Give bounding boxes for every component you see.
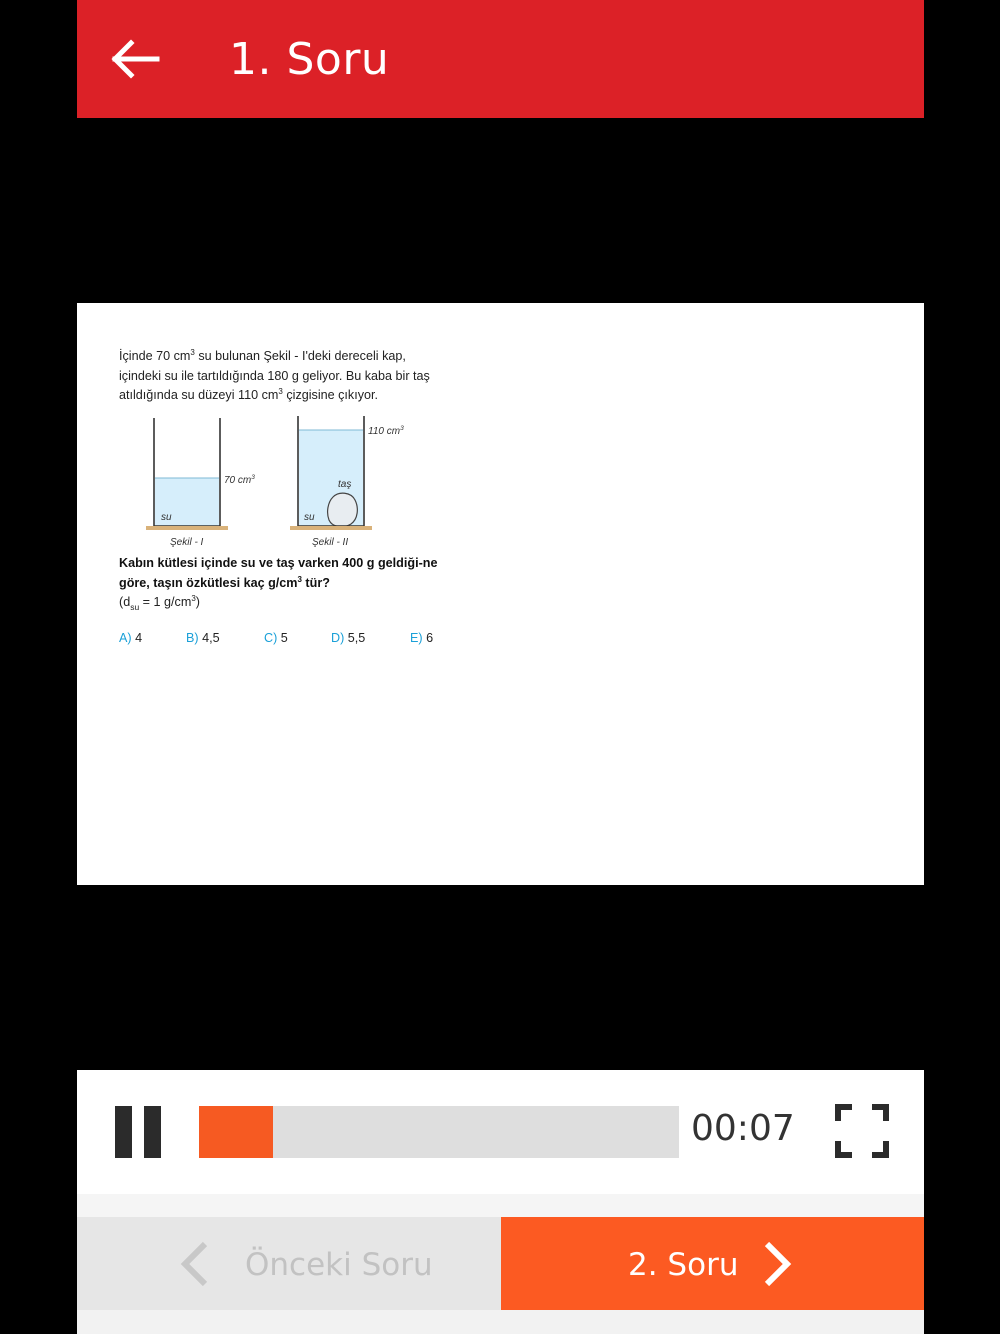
fullscreen-button[interactable] xyxy=(835,1104,889,1158)
pause-button[interactable] xyxy=(115,1106,161,1158)
fig1-water-label: su xyxy=(161,512,172,523)
arrow-left-icon xyxy=(107,36,163,82)
stone-shape xyxy=(328,493,358,527)
next-question-button[interactable] xyxy=(501,1217,924,1310)
header-bar xyxy=(77,0,924,118)
choice-b[interactable]: B) 4,5 xyxy=(186,631,220,645)
chevron-right-icon xyxy=(761,1241,795,1287)
progress-fill xyxy=(199,1106,273,1158)
choice-c[interactable]: C) 5 xyxy=(264,631,288,645)
fig1-base xyxy=(146,526,228,530)
fig2-stone-label: taş xyxy=(338,479,352,490)
fig1-level-label: 70 $cm^3$ xyxy=(224,474,255,486)
bottom-strip xyxy=(77,1310,924,1334)
fig2-caption: Şekil - II xyxy=(312,537,349,548)
choice-e[interactable]: E) 6 xyxy=(410,631,434,645)
page-title: 1. Soru xyxy=(229,34,390,85)
pause-icon xyxy=(144,1106,161,1158)
time-display: 00:07 xyxy=(691,1108,795,1149)
question-prompt: Kabın kütlesi içinde su ve taş varken 400 g geldiği-ne göre, taşın özkütlesi kaç $g/cm^3$ tür? xyxy=(119,556,438,590)
fig1-caption: Şekil - I xyxy=(170,537,204,548)
fig2-water-label: su xyxy=(304,512,315,523)
next-question-label: 2. Soru xyxy=(628,1247,739,1283)
choice-a[interactable]: A) 4 xyxy=(119,631,143,645)
app-screen xyxy=(77,0,924,1334)
fullscreen-icon xyxy=(835,1104,889,1158)
answer-choices xyxy=(119,631,449,651)
choice-d[interactable]: D) 5,5 xyxy=(331,631,366,645)
question-figure xyxy=(142,411,442,553)
previous-question-label: Önceki Soru xyxy=(245,1247,433,1283)
fig2-base xyxy=(290,526,372,530)
previous-question-button[interactable] xyxy=(77,1217,501,1310)
question-intro: İçinde 70 $cm^3$ su bulunan Şekil - I'deki dereceli kap, içindeki su ile tartıldığında 180 g geliyor. Bu kaba bir taş atıldığında su düzeyi 110 $cm^3$ çizgisine çıkıyor. xyxy=(119,348,430,402)
question-card xyxy=(77,303,924,885)
video-player-bar xyxy=(77,1070,924,1194)
chevron-left-icon xyxy=(177,1241,211,1287)
progress-bar[interactable] xyxy=(199,1106,679,1158)
fig2-level-label: 110 $cm^3$ xyxy=(368,425,404,437)
pause-icon xyxy=(115,1106,132,1158)
divider xyxy=(77,1194,924,1217)
density-note: ($d_{su} = 1$ $g/cm^3$) xyxy=(119,594,200,612)
back-button[interactable] xyxy=(107,36,163,82)
